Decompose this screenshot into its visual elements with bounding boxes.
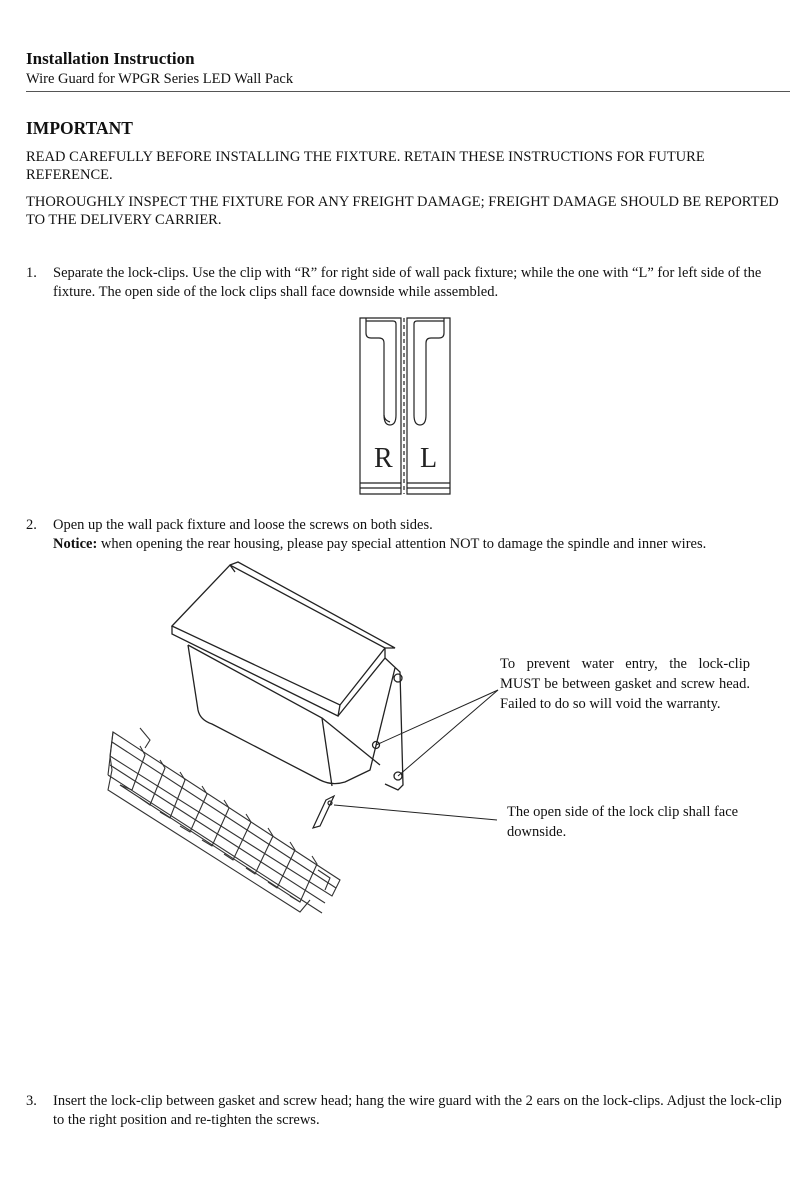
wire-guard	[108, 728, 340, 913]
callout-leaders	[334, 690, 498, 820]
document-title: Installation Instruction	[26, 49, 195, 68]
wall-pack-fixture	[172, 562, 403, 790]
leader-line-lower	[334, 805, 497, 820]
leader-line-upper-2	[398, 690, 498, 776]
step-2-number: 2.	[26, 517, 37, 533]
step-3-text: Insert the lock-clip between gasket and screw head; hang the wire guard with the 2 ears on the lock-clips. Adjust the lock-clip to the right position and re-tighten the screws.	[53, 1093, 782, 1128]
important-heading: IMPORTANT	[26, 118, 133, 138]
step-1-text: Separate the lock-clips. Use the clip with “R” for right side of wall pack fixture; while the one with “L” for left side of the fixture. The open side of the lock clips shall face downside while assembled.	[53, 265, 762, 300]
callout-open-side: The open side of the lock clip shall face downside.	[507, 804, 739, 840]
lock-clip-small	[313, 796, 334, 828]
step-3-number: 3.	[26, 1093, 37, 1109]
notice-text: when opening the rear housing, please pay special attention NOT to damage the spindle and inner wires.	[97, 535, 707, 552]
document-subtitle: Wire Guard for WPGR Series LED Wall Pack	[26, 71, 294, 87]
callout-water-entry: To prevent water entry, the lock-clip MUST be between gasket and screw head. Failed to do so will void the warranty.	[500, 656, 750, 712]
step-1-number: 1.	[26, 265, 37, 281]
leader-line-upper-1	[376, 690, 498, 745]
clip-label-l: L	[420, 443, 438, 474]
notice-label: Notice:	[53, 535, 98, 552]
step-2-text: Open up the wall pack fixture and loose the screws on both sides.	[53, 517, 433, 533]
important-paragraph-2: THOROUGHLY INSPECT THE FIXTURE FOR ANY FREIGHT DAMAGE; FREIGHT DAMAGE SHOULD BE REPORTED TO THE DELIVERY CARRIER.	[26, 194, 779, 228]
important-paragraph-1: READ CAREFULLY BEFORE INSTALLING THE FIXTURE. RETAIN THESE INSTRUCTIONS FOR FUTURE REFERENCE.	[26, 149, 705, 183]
clip-label-r: R	[374, 443, 393, 474]
